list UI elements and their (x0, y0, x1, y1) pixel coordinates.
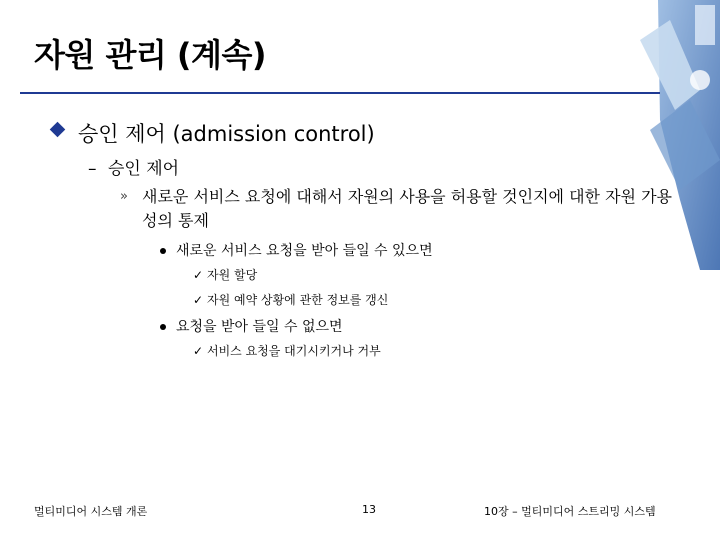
slide-title: 자원 관리 (계속) (34, 36, 267, 74)
checkmark-icon: ✓ (193, 293, 204, 307)
bullet-level5-update (193, 291, 388, 308)
checkmark-icon: ✓ (193, 344, 204, 358)
bullet-level5-text: 자원 할당 (207, 268, 258, 282)
bullet-level4-text: 요청을 받아 들일 수 없으면 (176, 319, 343, 335)
bullet-level3 (120, 185, 680, 233)
bullet-level4-text: 새로운 서비스 요청을 받아 들일 수 있으면 (176, 243, 433, 259)
footer-chapter-title: 10장 – 멀티미디어 스트리밍 시스템 (484, 505, 656, 518)
dash-bullet-icon: – (88, 159, 97, 179)
bullet-level3-text: 새로운 서비스 요청에 대해서 자원의 사용을 허용할 것인지에 대한 자원 가용성의 통제 (142, 187, 672, 230)
bullet-level2-text: 승인 제어 (108, 159, 180, 179)
chevron-bullet-icon: » (120, 189, 128, 204)
bullet-level5-allocate (193, 266, 257, 283)
checkmark-icon: ✓ (193, 268, 204, 282)
diamond-bullet-icon (50, 122, 66, 138)
bullet-level4-accept (160, 240, 433, 260)
dot-bullet-icon (160, 324, 166, 330)
bullet-level4-reject (160, 316, 343, 336)
bullet-level5-text: 자원 예약 상황에 관한 정보를 갱신 (207, 293, 389, 307)
bullet-level5-wait (193, 342, 381, 359)
bullet-level2 (88, 154, 179, 179)
dot-bullet-icon (160, 248, 166, 254)
title-underline (20, 92, 660, 94)
footer-course-title: 멀티미디어 시스템 개론 (34, 505, 148, 518)
bullet-level1-text: 승인 제어 (admission control) (78, 122, 375, 146)
footer-page-number: 13 (362, 503, 376, 516)
bullet-level5-text: 서비스 요청을 대기시키거나 거부 (207, 344, 381, 358)
